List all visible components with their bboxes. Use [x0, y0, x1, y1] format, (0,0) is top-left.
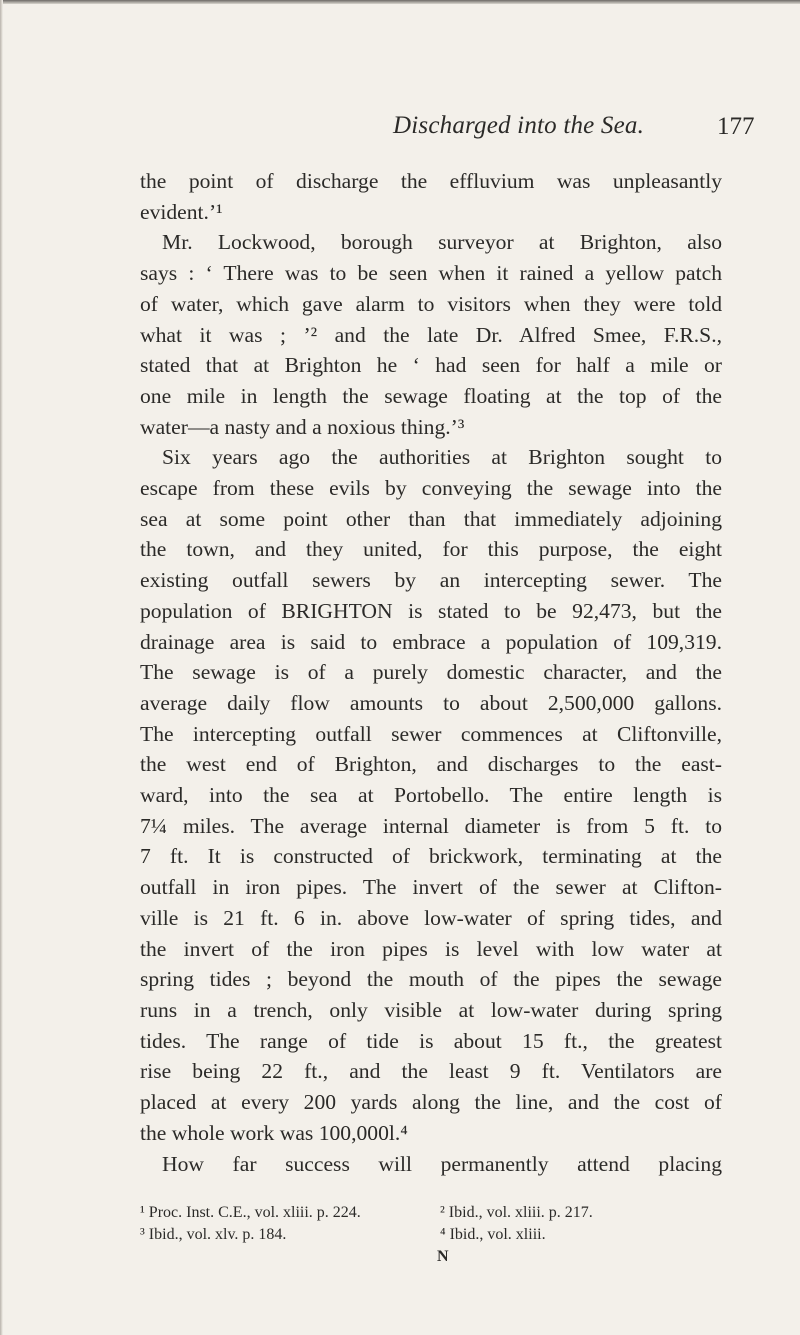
text-line: The intercepting outfall sewer commences at Cliftonville,	[140, 721, 722, 746]
text-line: the town, and they united, for this purpose, the eight	[140, 537, 722, 562]
text-line: of water, which gave alarm to visitors when they were told	[140, 291, 722, 316]
text-line: sea at some point other than that immediately adjoining	[140, 506, 722, 531]
text-line: existing outfall sewers by an intercepting sewer. The	[140, 568, 722, 593]
text-line: The sewage is of a purely domestic character, and the	[140, 660, 722, 685]
text-line: ward, into the sea at Portobello. The entire length is	[140, 783, 722, 808]
text-line: says : ‘ There was to be seen when it rained a yellow patch	[140, 261, 722, 286]
footnote-1: ¹ Proc. Inst. C.E., vol. xliii. p. 224.	[140, 1204, 361, 1221]
running-head: Discharged into the Sea.	[393, 112, 645, 139]
text-line: evident.’¹	[140, 199, 223, 224]
text-line: How far success will permanently attend placing	[162, 1151, 722, 1176]
text-line: Six years ago the authorities at Brighton sought to	[162, 445, 722, 470]
page-header	[0, 112, 800, 146]
text-line: what it was ; ’² and the late Dr. Alfred Smee, F.R.S.,	[140, 322, 722, 347]
footnotes	[140, 1202, 740, 1246]
text-line: 7¼ miles. The average internal diameter is from 5 ft. to	[140, 813, 722, 838]
footnote-4: ⁴ Ibid., vol. xliii.	[440, 1226, 546, 1243]
text-line: one mile in length the sewage floating at the top of the	[140, 383, 722, 408]
page-number: 177	[717, 113, 755, 140]
text-line: rise being 22 ft., and the least 9 ft. Ventilators are	[140, 1059, 722, 1084]
page-left-edge	[0, 0, 3, 1335]
text-line: the invert of the iron pipes is level with low water at	[140, 936, 722, 961]
text-line: outfall in iron pipes. The invert of the sewer at Clifton-	[140, 875, 722, 900]
signature-mark: N	[437, 1248, 449, 1265]
text-line: population of BRIGHTON is stated to be 92,473, but the	[140, 598, 722, 623]
text-line: the west end of Brighton, and discharges to the east-	[140, 752, 722, 777]
body-text	[140, 166, 722, 1179]
text-line: 7 ft. It is constructed of brickwork, terminating at the	[140, 844, 722, 869]
text-line: stated that at Brighton he ‘ had seen for half a mile or	[140, 353, 722, 378]
text-line: the whole work was 100,000l.⁴	[140, 1120, 408, 1145]
text-line: spring tides ; beyond the mouth of the pipes the sewage	[140, 967, 722, 992]
text-line: the point of discharge the effluvium was unpleasantly	[140, 169, 722, 193]
text-line: runs in a trench, only visible at low-water during spring	[140, 997, 722, 1022]
footnote-2: ² Ibid., vol. xliii. p. 217.	[440, 1204, 593, 1221]
text-line: water—a nasty and a noxious thing.’³	[140, 414, 465, 439]
footnote-3: ³ Ibid., vol. xlv. p. 184.	[140, 1226, 287, 1243]
text-line: placed at every 200 yards along the line, and the cost of	[140, 1090, 722, 1115]
text-line: escape from these evils by conveying the sewage into the	[140, 476, 722, 501]
text-line: ville is 21 ft. 6 in. above low-water of spring tides, and	[140, 905, 722, 930]
text-line: average daily flow amounts to about 2,500,000 gallons.	[140, 690, 722, 715]
page-top-edge	[0, 0, 800, 4]
text-line: drainage area is said to embrace a population of 109,319.	[140, 629, 722, 654]
text-line: Mr. Lockwood, borough surveyor at Brighton, also	[162, 230, 722, 255]
text-line: tides. The range of tide is about 15 ft., the greatest	[140, 1028, 722, 1053]
